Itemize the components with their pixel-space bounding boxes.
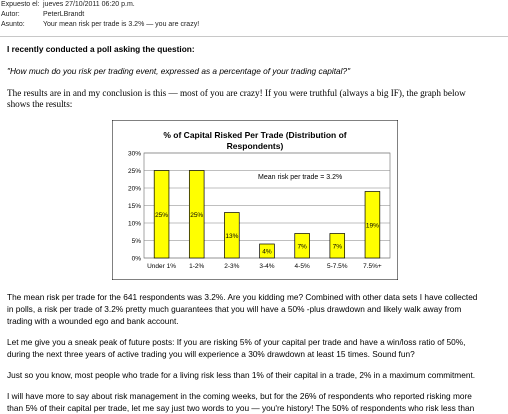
y-tick-label: 25% <box>127 168 141 175</box>
bar-value-label: 4% <box>262 248 272 256</box>
y-tick-label: 20% <box>127 185 141 193</box>
x-tick-label: 3-4% <box>259 263 275 270</box>
header-value-author[interactable]: PeterLBrandt <box>43 11 85 18</box>
post-heading: I recently conducted a poll asking the question: <box>7 44 195 54</box>
paragraph-3-line-1: Just so you know, most people who trade for a living risk less than 1% of their capital in a trade, 2% in a maximum commitment. <box>7 370 476 380</box>
paragraph-1-line-2: in polls, a risk per trade of 3.2% pretty much guarantees that you will have a 50% -plus drawdown and likely walk away from <box>7 304 462 314</box>
bar-value-label: 25% <box>190 211 204 219</box>
email-header <box>0 0 508 36</box>
chart-title-line-1: % of Capital Risked Per Trade (Distribution of <box>163 130 347 140</box>
bar-value-label: 19% <box>365 222 379 230</box>
intro-line-2: shows the results: <box>7 99 73 109</box>
paragraph-4-line-1: I will have more to say about risk management in the coming weeks, but for the 26% of respondents who reported risking more <box>7 391 472 401</box>
paragraph-4-line-2: than 5% of their capital per trade, let me say just two words to you — you're history! The 50% of respondents who risk less than <box>7 403 475 413</box>
paragraph-2-line-1: Let me give you a sneak peak of future posts: If you are risking 5% of your capital per trade and have a win/loss ratio of 50%, <box>7 337 466 347</box>
bar-value-label: 7% <box>332 243 342 251</box>
paragraph-1-line-1: The mean risk per trade for the 641 respondents was 3.2%. Are you kidding me? Combined with other data sets I have collected <box>7 292 478 302</box>
x-tick-label: 1-2% <box>189 263 205 270</box>
x-tick-label: 2-3% <box>224 263 240 270</box>
y-tick-label: 30% <box>127 150 141 158</box>
chart-title-line-2: Respondents) <box>226 141 284 151</box>
paragraph-2-line-2: during the next three years of active trading you will experience a 30% drawdown at least 15 times. Sound fun? <box>7 349 415 359</box>
y-tick-label: 10% <box>127 220 141 228</box>
header-value-subject: Your mean risk per trade is 3.2% — you are crazy! <box>43 21 200 28</box>
bar-value-label: 13% <box>225 232 239 240</box>
y-tick-label: 0% <box>131 255 141 263</box>
risk-distribution-chart <box>112 120 398 280</box>
y-tick-label: 5% <box>131 238 141 245</box>
y-tick-label: 15% <box>127 203 141 210</box>
poll-question: "How much do you risk per trading event, expressed as a percentage of your trading capital?" <box>7 66 351 76</box>
header-label-subject: Asunto: <box>1 21 25 28</box>
bar-value-label: 7% <box>297 243 307 251</box>
mean-annotation: Mean risk per trade = 3.2% <box>258 174 343 181</box>
x-tick-label: Under 1% <box>147 263 177 270</box>
header-divider <box>0 36 508 37</box>
header-label-author: Autor: <box>1 11 20 18</box>
bar-value-label: 25% <box>155 211 169 219</box>
header-value-date: jueves 27/10/2011 06:20 p.m. <box>43 1 135 8</box>
paragraph-1-line-3: trading with a wounded ego and bank account. <box>7 316 179 326</box>
x-tick-label: 4-5% <box>294 263 310 270</box>
header-label-date: Expuesto el: <box>1 1 40 8</box>
intro-line-1: The results are in and my conclusion is this — most of you are crazy! If you were truthful (always a big IF), the graph below <box>7 88 466 98</box>
x-tick-label: 5-7.5% <box>326 263 348 270</box>
x-tick-label: 7.5%+ <box>363 263 382 270</box>
